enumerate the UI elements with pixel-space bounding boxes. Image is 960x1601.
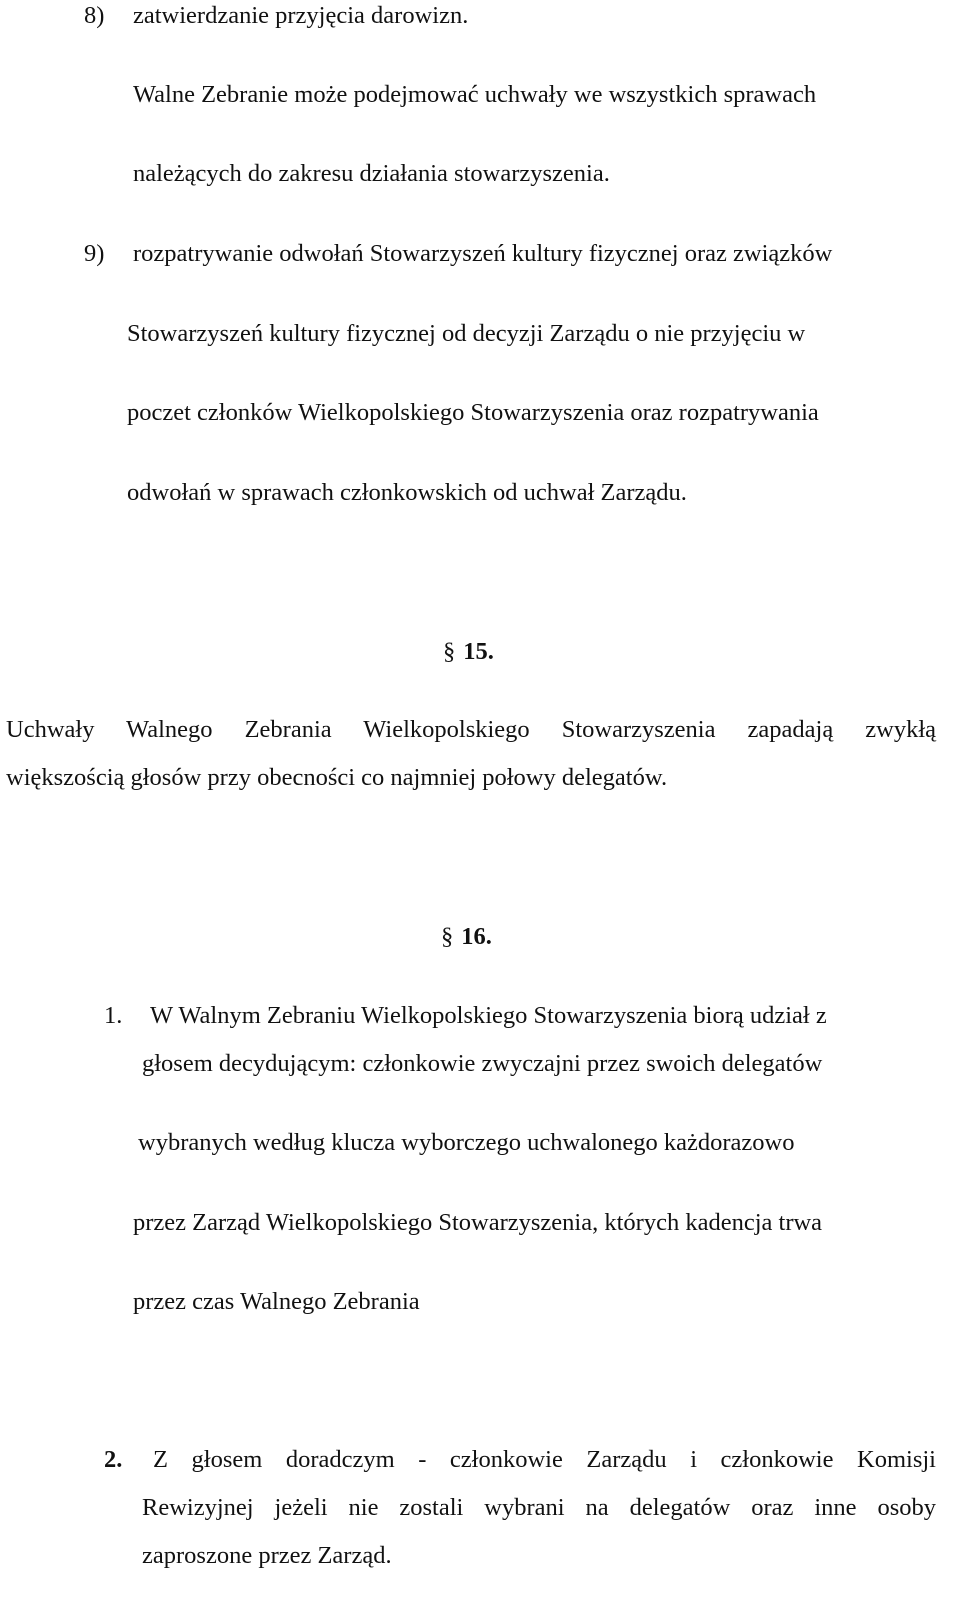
- point-2-line-2: Rewizyjnej jeżeli nie zostali wybrani na delegatów oraz inne osoby: [142, 1494, 936, 1521]
- section-symbol: §: [441, 923, 454, 950]
- item-9-number: 9): [84, 240, 105, 267]
- point-1-line-5: przez czas Walnego Zebrania: [133, 1288, 420, 1315]
- section-16-heading: [441, 925, 492, 950]
- section-15-line-2: większością głosów przy obecności co najmniej połowy delegatów.: [6, 764, 668, 791]
- section-15-line-1: Uchwały Walnego Zebrania Wielkopolskiego Stowarzyszenia zapadają zwykłą: [6, 716, 936, 743]
- point-1-line-1: W Walnym Zebraniu Wielkopolskiego Stowarzyszenia biorą udział z: [150, 1002, 827, 1029]
- point-1-line-3: wybranych według klucza wyborczego uchwalonego każdorazowo: [138, 1129, 795, 1156]
- point-1-line-4: przez Zarząd Wielkopolskiego Stowarzyszenia, których kadencja trwa: [133, 1209, 823, 1236]
- section-16-number: 16.: [461, 923, 492, 950]
- point-2-line-1: Z głosem doradczym - członkowie Zarządu i członkowie Komisji: [153, 1446, 936, 1473]
- point-1-line-2: głosem decydującym: członkowie zwyczajni przez swoich delegatów: [142, 1050, 823, 1077]
- walne-paragraph-line-1: Walne Zebranie może podejmować uchwały we wszystkich sprawach: [133, 81, 817, 108]
- item-9-line-2: Stowarzyszeń kultury fizycznej od decyzji Zarządu o nie przyjęciu w: [127, 320, 806, 347]
- point-2-number: 2.: [104, 1446, 123, 1473]
- item-8-text: zatwierdzanie przyjęcia darowizn.: [133, 2, 469, 29]
- item-9-line-3: poczet członków Wielkopolskiego Stowarzyszenia oraz rozpatrywania: [127, 399, 819, 426]
- walne-paragraph-line-2: należących do zakresu działania stowarzyszenia.: [133, 160, 610, 187]
- point-1-number: 1.: [104, 1002, 123, 1029]
- item-8-number: 8): [84, 2, 105, 29]
- section-15-number: 15.: [463, 638, 494, 665]
- point-2-line-3: zaproszone przez Zarząd.: [142, 1542, 392, 1569]
- item-9-line-1: rozpatrywanie odwołań Stowarzyszeń kultury fizycznej oraz związków: [133, 240, 833, 267]
- section-symbol: §: [443, 638, 456, 665]
- item-9-line-4: odwołań w sprawach członkowskich od uchwał Zarządu.: [127, 479, 687, 506]
- section-15-heading: [443, 640, 494, 665]
